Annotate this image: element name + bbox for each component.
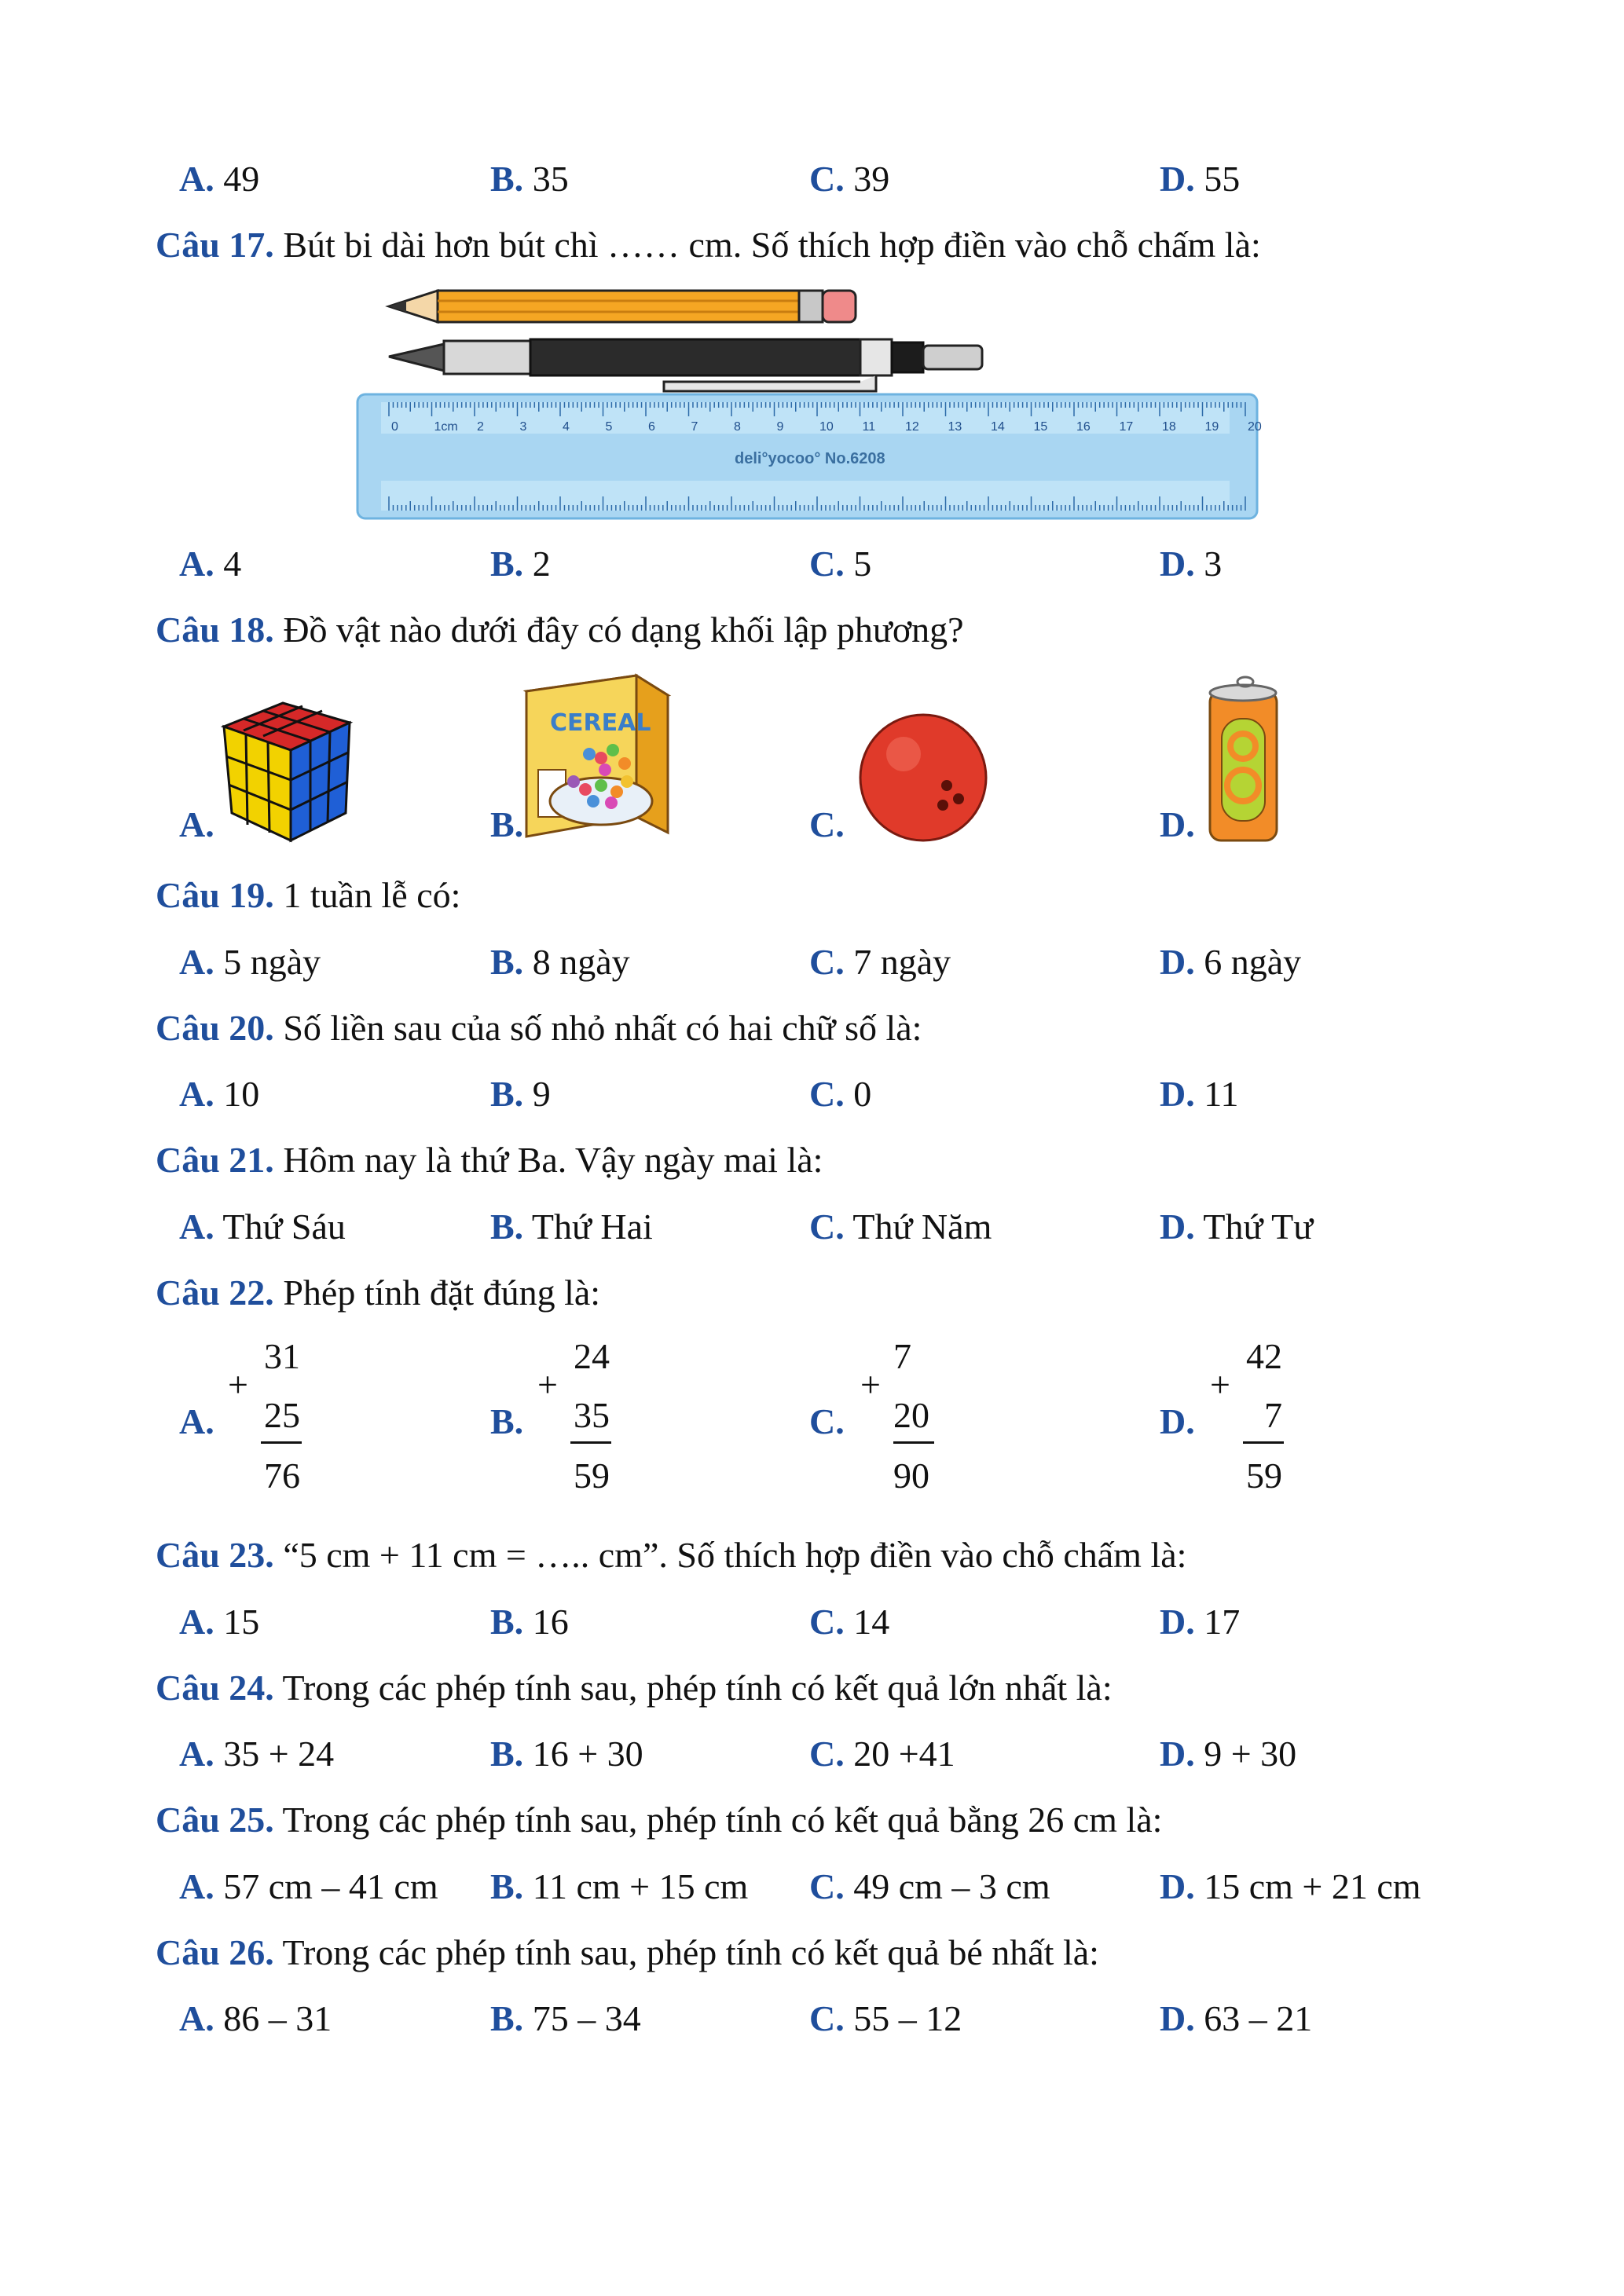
q24-option-b[interactable]: B. 16 + 30	[490, 1734, 643, 1774]
stack-line	[570, 1441, 611, 1444]
q16-option-b[interactable]: B. 35	[490, 159, 569, 199]
stack-top: 7	[893, 1336, 911, 1376]
ruler-tick-label: 20	[1248, 420, 1262, 434]
q22-stack-d	[1210, 1333, 1289, 1496]
plus-sign: +	[860, 1364, 881, 1404]
ruler-tick-label: 14	[991, 420, 1005, 434]
ruler-tick-label: 10	[819, 420, 834, 434]
pen-icon	[389, 336, 994, 399]
cereal-label: CEREAL	[550, 709, 651, 737]
stack-top: 24	[574, 1336, 610, 1376]
q24-option-d[interactable]: D. 9 + 30	[1160, 1734, 1297, 1774]
ruler-tick-label: 7	[691, 420, 698, 434]
stack-result: 76	[264, 1456, 300, 1496]
ruler-tick-label: 11	[862, 420, 876, 434]
q24-option-c[interactable]: C. 20 +41	[809, 1734, 955, 1774]
stack-result: 59	[574, 1456, 610, 1496]
q23-question: Câu 23. “5 cm + 11 cm = ….. cm”. Số thích hợp điền vào chỗ chấm là:	[156, 1535, 1187, 1575]
q18-option-a[interactable]: A.	[179, 804, 214, 844]
ruler-tick-label: 17	[1119, 420, 1134, 434]
stack-bottom: 25	[264, 1395, 300, 1435]
q23-option-d[interactable]: D. 17	[1160, 1602, 1241, 1642]
q23-option-c[interactable]: C. 14	[809, 1602, 890, 1642]
q26-question: Câu 26. Trong các phép tính sau, phép tính có kết quả bé nhất là:	[156, 1932, 1099, 1972]
ruler-tick-label: 1cm	[434, 420, 458, 434]
q16-option-d[interactable]: D. 55	[1160, 159, 1241, 199]
q21-option-b[interactable]: B. Thứ Hai	[490, 1207, 653, 1247]
q17-option-b[interactable]: B. 2	[490, 544, 551, 584]
q19-option-c[interactable]: C. 7 ngày	[809, 942, 951, 982]
q16-option-c[interactable]: C. 39	[809, 159, 890, 199]
ruler-tick-label: 16	[1076, 420, 1091, 434]
q19-option-a[interactable]: A. 5 ngày	[179, 942, 321, 982]
q20-option-c[interactable]: C. 0	[809, 1074, 872, 1114]
q20-option-b[interactable]: B. 9	[490, 1074, 551, 1114]
plus-sign: +	[537, 1364, 558, 1404]
bowling-ball-icon	[856, 711, 990, 844]
q26-option-c[interactable]: C. 55 – 12	[809, 1998, 962, 2038]
rubik-cube-icon	[224, 703, 354, 844]
q18-question: Câu 18. Đồ vật nào dưới đây có dạng khối lập phương?	[156, 610, 964, 650]
stack-line	[893, 1441, 934, 1444]
ruler-tick-label: 5	[605, 420, 613, 434]
q21-option-c[interactable]: C. Thứ Năm	[809, 1207, 992, 1247]
q21-question: Câu 21. Hôm nay là thứ Ba. Vậy ngày mai là:	[156, 1140, 823, 1180]
stack-line	[1243, 1441, 1284, 1444]
ruler-tick-label: 12	[905, 420, 919, 434]
q22-option-b[interactable]: B.	[490, 1401, 524, 1441]
stack-top: 31	[264, 1336, 300, 1376]
ruler-tick-label: 0	[391, 420, 398, 434]
q26-option-b[interactable]: B. 75 – 34	[490, 1998, 641, 2038]
q25-option-c[interactable]: C. 49 cm – 3 cm	[809, 1866, 1050, 1906]
ruler-tick-label: 15	[1033, 420, 1048, 434]
stack-top: 42	[1246, 1336, 1282, 1376]
q17-question: Câu 17. Bút bi dài hơn bút chì …… cm. Số thích hợp điền vào chỗ chấm là:	[156, 225, 1261, 265]
q16-option-a[interactable]: A. 49	[179, 159, 260, 199]
q23-option-a[interactable]: A. 15	[179, 1602, 260, 1642]
q22-option-c[interactable]: C.	[809, 1401, 845, 1441]
plus-sign: +	[1210, 1364, 1230, 1404]
q17-option-a[interactable]: A. 4	[179, 544, 242, 584]
ruler-tick-label: 4	[563, 420, 570, 434]
q21-option-a[interactable]: A. Thứ Sáu	[179, 1207, 346, 1247]
q25-option-a[interactable]: A. 57 cm – 41 cm	[179, 1866, 438, 1906]
q18-option-d[interactable]: D.	[1160, 804, 1195, 844]
q23-option-b[interactable]: B. 16	[490, 1602, 569, 1642]
q20-option-a[interactable]: A. 10	[179, 1074, 260, 1114]
q18-option-b[interactable]: B.	[490, 804, 524, 844]
q24-option-a[interactable]: A. 35 + 24	[179, 1734, 335, 1774]
q19-option-b[interactable]: B. 8 ngày	[490, 942, 630, 982]
stack-line	[261, 1441, 302, 1444]
q19-option-d[interactable]: D. 6 ngày	[1160, 942, 1302, 982]
pencil-icon	[389, 287, 864, 327]
stack-result: 90	[893, 1456, 929, 1496]
ruler-tick-label: 6	[648, 420, 655, 434]
q26-option-d[interactable]: D. 63 – 21	[1160, 1998, 1313, 2038]
stack-bottom: 20	[893, 1395, 929, 1435]
ruler-tick-label: 2	[477, 420, 484, 434]
ruler-tick-label: 9	[776, 420, 784, 434]
ruler-tick-label: 18	[1162, 420, 1176, 434]
q17-option-d[interactable]: D. 3	[1160, 544, 1223, 584]
q22-question: Câu 22. Phép tính đặt đúng là:	[156, 1273, 601, 1313]
cereal-box-icon	[526, 676, 672, 844]
q25-option-b[interactable]: B. 11 cm + 15 cm	[490, 1866, 749, 1906]
ruler-icon	[357, 394, 1262, 518]
ruler-tick-label: 13	[948, 420, 962, 434]
q24-question: Câu 24. Trong các phép tính sau, phép tính có kết quả lớn nhất là:	[156, 1668, 1113, 1708]
q20-question: Câu 20. Số liền sau của số nhỏ nhất có hai chữ số là:	[156, 1008, 922, 1048]
q19-question: Câu 19. 1 tuần lễ có:	[156, 875, 461, 915]
stack-bottom: 35	[574, 1395, 610, 1435]
stack-bottom: 7	[1264, 1395, 1282, 1435]
ruler-tick-label: 8	[734, 420, 741, 434]
q22-option-a[interactable]: A.	[179, 1401, 214, 1441]
q22-stack-a	[228, 1333, 306, 1496]
q22-stack-b	[537, 1333, 616, 1496]
ruler-brand: deli°yocoo° No.6208	[735, 450, 885, 467]
q25-option-d[interactable]: D. 15 cm + 21 cm	[1160, 1866, 1421, 1906]
q25-question: Câu 25. Trong các phép tính sau, phép tính có kết quả bằng 26 cm là:	[156, 1800, 1163, 1840]
q20-option-d[interactable]: D. 11	[1160, 1074, 1239, 1114]
q22-option-d[interactable]: D.	[1160, 1401, 1195, 1441]
q26-option-a[interactable]: A. 86 – 31	[179, 1998, 332, 2038]
ruler-tick-label: 3	[519, 420, 527, 434]
ruler-tick-label: 19	[1204, 420, 1219, 434]
q17-option-c[interactable]: C. 5	[809, 544, 872, 584]
q22-stack-c	[860, 1333, 939, 1496]
stack-result: 59	[1246, 1456, 1282, 1496]
q18-option-c[interactable]: C.	[809, 804, 845, 844]
plus-sign: +	[228, 1364, 248, 1404]
soda-can-icon	[1206, 676, 1281, 844]
q21-option-d[interactable]: D. Thứ Tư	[1160, 1207, 1314, 1247]
